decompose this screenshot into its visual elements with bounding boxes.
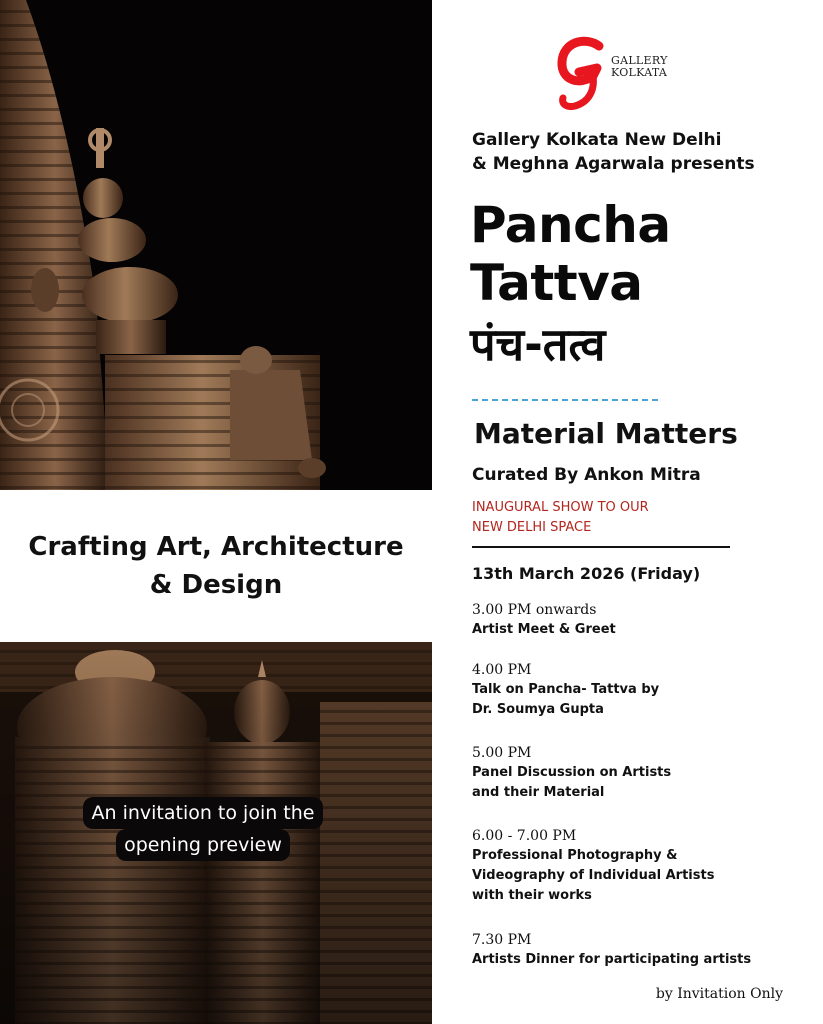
schedule-description-line: Talk on Pancha- Tattva by: [472, 682, 660, 697]
schedule-description: [472, 846, 714, 906]
schedule-item: [472, 826, 714, 906]
crafting-title: [28, 528, 403, 604]
schedule-description-line: Dr. Soumya Gupta: [472, 702, 604, 717]
curator-credit: Curated By Ankon Mitra: [472, 465, 701, 485]
show-title-line1: Pancha: [470, 196, 671, 254]
invitation-only-note: by Invitation Only: [655, 986, 783, 1002]
schedule-description-line: with their works: [472, 888, 592, 903]
schedule-description: [472, 763, 671, 803]
schedule-time: 5.00 PM: [472, 745, 532, 761]
inaugural-note: [472, 498, 649, 538]
crafting-title-line1: Crafting Art, Architecture: [28, 532, 404, 562]
logo-line2: KOLKATA: [611, 66, 668, 79]
presenter-text: [472, 128, 755, 176]
schedule-description-line: Professional Photography &: [472, 848, 678, 863]
schedule-description-line: Artist Meet & Greet: [472, 622, 616, 637]
gallery-logo: [555, 32, 695, 112]
schedule-item: [472, 600, 616, 640]
schedule-time: 6.00 - 7.00 PM: [472, 828, 577, 844]
schedule-time: 7.30 PM: [472, 932, 532, 948]
event-date: 13th March 2026 (Friday): [472, 564, 701, 583]
schedule-description-line: and their Material: [472, 785, 605, 800]
temple-sculpture-photo-top: [0, 0, 432, 490]
schedule-description: [472, 950, 751, 970]
schedule-description: [472, 680, 659, 720]
inaugural-line1: INAUGURAL SHOW TO OUR: [472, 500, 649, 515]
inaugural-line2: NEW DELHI SPACE: [472, 520, 592, 535]
gallery-kolkata-logo-icon: [555, 32, 615, 112]
schedule-item: [472, 930, 751, 970]
invitation-line1: An invitation to join the: [83, 797, 322, 829]
crafting-band: [0, 490, 432, 642]
schedule-description-line: Videography of Individual Artists: [472, 868, 715, 883]
show-title-line2: Tattva: [470, 254, 643, 312]
schedule-item: [472, 743, 671, 803]
logo-wordmark: [611, 55, 668, 79]
event-details-panel: [432, 0, 823, 1024]
show-subtitle: Material Matters: [474, 417, 738, 450]
schedule-time: 3.00 PM onwards: [472, 602, 597, 618]
schedule-item: [472, 660, 659, 720]
show-title: [470, 196, 671, 312]
show-title-hindi: पंच-तत्व: [470, 318, 606, 371]
dashed-divider: [472, 399, 658, 401]
crafting-title-line2: & Design: [149, 570, 283, 600]
invitation-line2: opening preview: [116, 829, 290, 861]
schedule-description-line: Panel Discussion on Artists: [472, 765, 672, 780]
schedule-time: 4.00 PM: [472, 662, 532, 678]
invitation-text: [58, 797, 348, 861]
presenter-line1: Gallery Kolkata New Delhi: [472, 130, 722, 150]
section-divider: [472, 546, 730, 548]
schedule-description: [472, 620, 616, 640]
presenter-line2: & Meghna Agarwala presents: [472, 154, 755, 174]
logo-line1: GALLERY: [611, 54, 668, 67]
schedule-description-line: Artists Dinner for participating artists: [472, 952, 752, 967]
